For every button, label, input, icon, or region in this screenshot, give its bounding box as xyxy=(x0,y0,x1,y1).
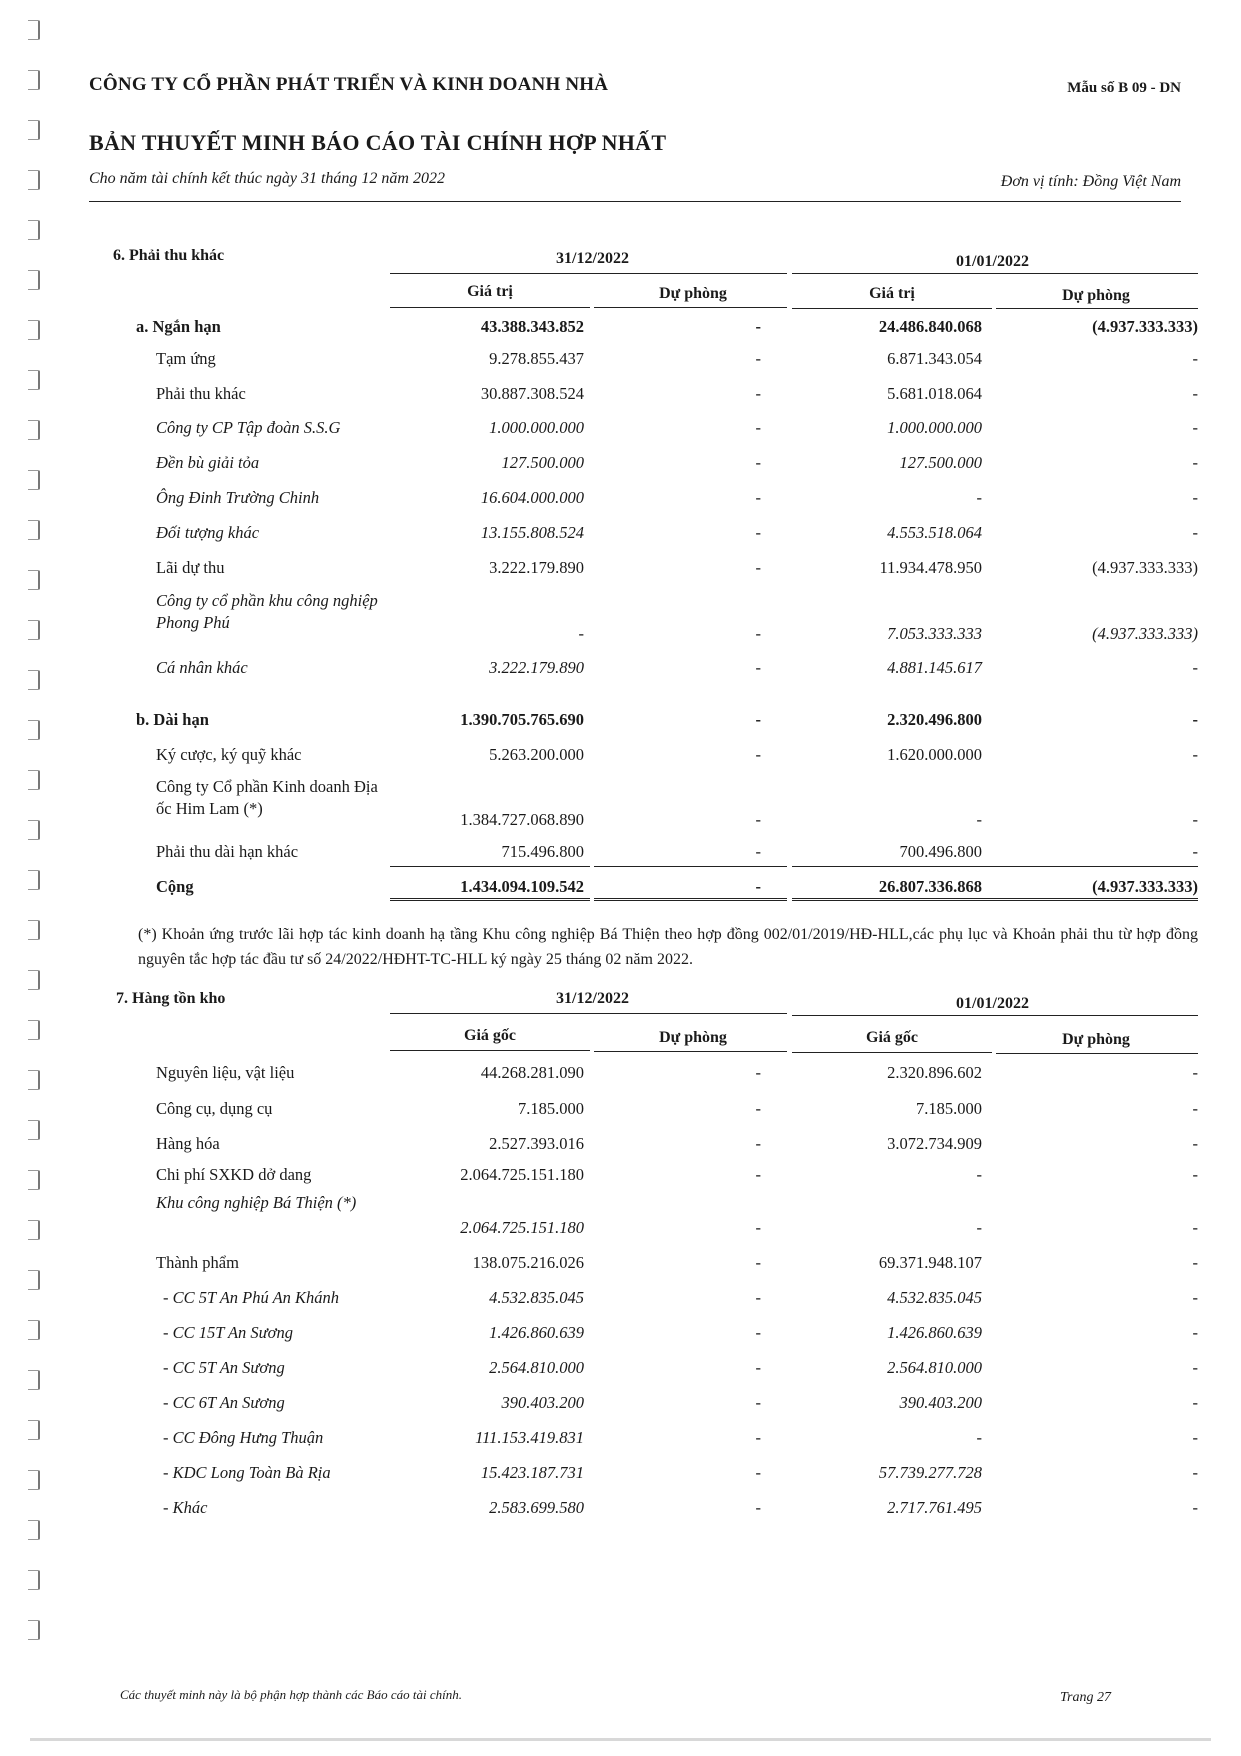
value-current: 3.222.179.890 xyxy=(489,658,584,677)
footer-note: Các thuyết minh này là bộ phận hợp thành các Báo cáo tài chính. xyxy=(120,1687,462,1702)
row-label: - CC Đông Hưng Thuận xyxy=(163,1428,324,1447)
provision-current: - xyxy=(755,317,761,336)
col-provision-header: Dự phòng xyxy=(1062,1031,1130,1048)
binding-mark xyxy=(28,70,40,90)
section-title: 7. Hàng tồn kho xyxy=(116,990,226,1007)
header-rule xyxy=(996,308,1198,309)
section-title: 6. Phải thu khác xyxy=(113,247,225,264)
value-current: 4.532.835.045 xyxy=(489,1288,584,1307)
binding-mark xyxy=(28,1170,40,1190)
value-prior: 4.553.518.064 xyxy=(887,523,982,542)
provision-current: - xyxy=(755,558,761,577)
value-prior: 1.426.860.639 xyxy=(887,1323,982,1342)
value-prior: 57.739.277.728 xyxy=(878,1463,982,1482)
value-prior: 2.320.896.602 xyxy=(887,1063,982,1082)
row-label: Phải thu dài hạn khác xyxy=(156,842,299,861)
row-label: Đền bù giải tỏa xyxy=(156,453,260,472)
binding-mark xyxy=(28,1520,40,1540)
value-current: 715.496.800 xyxy=(501,842,584,861)
provision-current: - xyxy=(755,624,761,643)
binding-mark xyxy=(28,220,40,240)
provision-prior: (4.937.333.333) xyxy=(1092,558,1198,577)
subtotal-rule xyxy=(792,866,1198,867)
provision-current: - xyxy=(755,1498,761,1517)
value-prior: 390.403.200 xyxy=(899,1393,982,1412)
provision-prior: - xyxy=(1192,1253,1198,1272)
value-prior: 4.881.145.617 xyxy=(887,658,982,677)
binding-mark xyxy=(28,520,40,540)
page-number: Trang 27 xyxy=(1060,1690,1111,1705)
value-prior: - xyxy=(976,1165,982,1184)
provision-current: - xyxy=(755,745,761,764)
header-rule xyxy=(390,1050,590,1051)
value-current: 16.604.000.000 xyxy=(480,488,584,507)
row-label: Thành phẩm xyxy=(156,1253,239,1272)
provision-current: - xyxy=(755,1218,761,1237)
binding-mark xyxy=(28,1320,40,1340)
row-label: Công ty CP Tập đoàn S.S.G xyxy=(156,418,341,437)
binding-mark xyxy=(28,670,40,690)
row-label: a. Ngắn hạn xyxy=(136,317,221,336)
value-prior: 7.185.000 xyxy=(916,1099,982,1118)
provision-current: - xyxy=(755,710,761,729)
row-label: - CC 6T An Sương xyxy=(163,1393,285,1412)
row-label: - CC 5T An Sương xyxy=(163,1358,285,1377)
value-current: 2.064.725.151.180 xyxy=(460,1218,584,1237)
binding-mark xyxy=(28,170,40,190)
provision-current: - xyxy=(755,658,761,677)
value-prior: 69.371.948.107 xyxy=(878,1253,982,1272)
provision-prior: (4.937.333.333) xyxy=(1092,317,1198,336)
binding-mark xyxy=(28,1370,40,1390)
value-current: 1.390.705.765.690 xyxy=(460,710,584,729)
provision-prior: - xyxy=(1192,1498,1198,1517)
header-rule xyxy=(390,307,590,308)
row-label: Lãi dự thu xyxy=(156,558,225,577)
provision-prior: (4.937.333.333) xyxy=(1092,624,1198,643)
provision-prior: - xyxy=(1192,1428,1198,1447)
value-current: 13.155.808.524 xyxy=(480,523,584,542)
reporting-period: Cho năm tài chính kết thúc ngày 31 tháng 12 năm 2022 xyxy=(89,170,445,187)
row-label: Nguyên liệu, vật liệu xyxy=(156,1063,295,1082)
row-label: Công ty cổ phần khu công nghiệp Phong Phú xyxy=(156,591,378,632)
row-label: Ông Đinh Trường Chinh xyxy=(156,488,320,507)
row-label: Ký cược, ký quỹ khác xyxy=(156,745,302,764)
binding-mark xyxy=(28,570,40,590)
value-current: 44.268.281.090 xyxy=(480,1063,584,1082)
provision-current: - xyxy=(755,1358,761,1377)
col-provision-header: Dự phòng xyxy=(659,1029,727,1046)
provision-current: - xyxy=(755,488,761,507)
provision-current: - xyxy=(755,349,761,368)
provision-prior: - xyxy=(1192,418,1198,437)
value-current: 1.000.000.000 xyxy=(489,418,584,437)
value-current: 2.583.699.580 xyxy=(489,1498,584,1517)
provision-prior: - xyxy=(1192,1165,1198,1184)
period-start-header: 01/01/2022 xyxy=(956,995,1029,1012)
value-prior: 24.486.840.068 xyxy=(878,317,982,336)
binding-mark xyxy=(28,1470,40,1490)
total-rule xyxy=(792,898,1198,901)
header-rule xyxy=(996,1053,1198,1054)
row-label: Cá nhân khác xyxy=(156,658,248,677)
period-end-header: 31/12/2022 xyxy=(556,990,629,1007)
value-prior: - xyxy=(976,1428,982,1447)
value-current: - xyxy=(578,624,584,643)
provision-prior: - xyxy=(1192,1393,1198,1412)
binding-mark xyxy=(28,870,40,890)
value-prior: - xyxy=(976,810,982,829)
binding-mark xyxy=(28,470,40,490)
currency-unit: Đơn vị tính: Đồng Việt Nam xyxy=(1000,173,1181,190)
binding-mark xyxy=(28,270,40,290)
row-label: Phải thu khác xyxy=(156,384,246,403)
provision-prior: - xyxy=(1192,488,1198,507)
binding-mark xyxy=(28,320,40,340)
value-current: 15.423.187.731 xyxy=(480,1463,584,1482)
row-label: Tạm ứng xyxy=(156,349,216,368)
provision-current: - xyxy=(755,1428,761,1447)
row-label: Cộng xyxy=(156,877,194,896)
binding-mark xyxy=(28,920,40,940)
header-rule xyxy=(792,273,1198,274)
page-edge xyxy=(30,1738,1211,1741)
value-current: 2.564.810.000 xyxy=(489,1358,584,1377)
value-prior: 3.072.734.909 xyxy=(887,1134,982,1153)
value-current: 1.384.727.068.890 xyxy=(460,810,584,829)
row-label: b. Dài hạn xyxy=(136,710,209,729)
header-rule xyxy=(594,1051,787,1052)
value-current: 1.434.094.109.542 xyxy=(460,877,584,896)
binding-mark xyxy=(28,1070,40,1090)
provision-prior: - xyxy=(1192,1218,1198,1237)
value-current: 2.527.393.016 xyxy=(489,1134,584,1153)
provision-current: - xyxy=(755,1323,761,1342)
row-label: Công cụ, dụng cụ xyxy=(156,1099,273,1118)
provision-prior: - xyxy=(1192,453,1198,472)
provision-prior: - xyxy=(1192,710,1198,729)
value-prior: 7.053.333.333 xyxy=(887,624,982,643)
provision-current: - xyxy=(755,1393,761,1412)
company-name: CÔNG TY CỔ PHẦN PHÁT TRIỂN VÀ KINH DOANH NHÀ xyxy=(89,74,609,95)
binding-mark xyxy=(28,770,40,790)
total-rule xyxy=(390,898,590,901)
binding-mark xyxy=(28,720,40,740)
provision-prior: - xyxy=(1192,1063,1198,1082)
provision-current: - xyxy=(755,1253,761,1272)
col-value-header: Giá trị xyxy=(467,283,513,300)
provision-prior: - xyxy=(1192,1358,1198,1377)
provision-current: - xyxy=(755,418,761,437)
col-value-header: Giá trị xyxy=(869,285,915,302)
binding-mark xyxy=(28,1570,40,1590)
provision-current: - xyxy=(755,810,761,829)
value-prior: 700.496.800 xyxy=(899,842,982,861)
value-prior: 5.681.018.064 xyxy=(887,384,982,403)
value-current: 9.278.855.437 xyxy=(489,349,584,368)
provision-prior: - xyxy=(1192,1323,1198,1342)
value-prior: 127.500.000 xyxy=(899,453,982,472)
value-current: 111.153.419.831 xyxy=(475,1428,584,1447)
row-label: Chi phí SXKD dở dang xyxy=(156,1165,312,1184)
document-title: BẢN THUYẾT MINH BÁO CÁO TÀI CHÍNH HỢP NHẤT xyxy=(89,130,667,155)
row-label: - KDC Long Toàn Bà Rịa xyxy=(163,1463,331,1482)
value-current: 5.263.200.000 xyxy=(489,745,584,764)
provision-current: - xyxy=(755,842,761,861)
subtotal-rule xyxy=(390,866,590,867)
provision-current: - xyxy=(755,1099,761,1118)
provision-current: - xyxy=(755,1063,761,1082)
provision-prior: - xyxy=(1192,658,1198,677)
binding-mark xyxy=(28,620,40,640)
binding-mark xyxy=(28,370,40,390)
provision-current: - xyxy=(755,1134,761,1153)
binding-mark xyxy=(28,120,40,140)
provision-current: - xyxy=(755,1288,761,1307)
col-provision-header: Dự phòng xyxy=(659,285,727,302)
header-rule xyxy=(792,308,992,309)
row-label: Hàng hóa xyxy=(156,1134,220,1153)
provision-current: - xyxy=(755,453,761,472)
binding-mark xyxy=(28,1220,40,1240)
header-rule xyxy=(390,1013,787,1014)
row-label: Công ty Cổ phần Kinh doanh Địa ốc Him Lam (*) xyxy=(156,777,378,818)
value-prior: 1.000.000.000 xyxy=(887,418,982,437)
provision-prior: - xyxy=(1192,1288,1198,1307)
provision-prior: - xyxy=(1192,384,1198,403)
value-prior: 6.871.343.054 xyxy=(887,349,982,368)
value-current: 30.887.308.524 xyxy=(480,384,584,403)
value-current: 390.403.200 xyxy=(501,1393,584,1412)
value-prior: 1.620.000.000 xyxy=(887,745,982,764)
period-start-header: 01/01/2022 xyxy=(956,253,1029,270)
binding-mark xyxy=(28,1270,40,1290)
row-label: - Khác xyxy=(163,1498,208,1517)
binding-mark xyxy=(28,420,40,440)
provision-prior: - xyxy=(1192,745,1198,764)
provision-prior: (4.937.333.333) xyxy=(1092,877,1198,896)
value-prior: 26.807.336.868 xyxy=(878,877,982,896)
value-current: 7.185.000 xyxy=(518,1099,584,1118)
total-rule xyxy=(594,898,787,901)
provision-current: - xyxy=(755,1463,761,1482)
value-prior: - xyxy=(976,488,982,507)
provision-current: - xyxy=(755,877,761,896)
provision-prior: - xyxy=(1192,1463,1198,1482)
binding-mark xyxy=(28,820,40,840)
value-prior: 2.717.761.495 xyxy=(887,1498,982,1517)
value-prior: - xyxy=(976,1218,982,1237)
header-rule xyxy=(792,1052,992,1053)
binding-mark xyxy=(28,970,40,990)
provision-prior: - xyxy=(1192,349,1198,368)
binding-mark xyxy=(28,1020,40,1040)
header-rule xyxy=(792,1015,1198,1016)
value-current: 127.500.000 xyxy=(501,453,584,472)
row-label: Khu công nghiệp Bá Thiện (*) xyxy=(156,1193,357,1212)
header-rule xyxy=(390,273,787,274)
header-divider xyxy=(89,201,1181,202)
row-label: Đối tượng khác xyxy=(156,523,260,542)
value-current: 3.222.179.890 xyxy=(489,558,584,577)
binding-mark xyxy=(28,1620,40,1640)
binding-mark xyxy=(28,1420,40,1440)
subtotal-rule xyxy=(594,866,787,867)
value-prior: 2.320.496.800 xyxy=(887,710,982,729)
provision-current: - xyxy=(755,384,761,403)
value-prior: 11.934.478.950 xyxy=(879,558,982,577)
provision-prior: - xyxy=(1192,523,1198,542)
value-current: 138.075.216.026 xyxy=(472,1253,584,1272)
provision-prior: - xyxy=(1192,1099,1198,1118)
form-number: Mẫu số B 09 - DN xyxy=(1067,80,1181,96)
header-rule xyxy=(594,307,787,308)
row-label: - CC 5T An Phú An Khánh xyxy=(163,1288,340,1307)
provision-current: - xyxy=(755,523,761,542)
provision-current: - xyxy=(755,1165,761,1184)
binding-mark xyxy=(28,20,40,40)
value-current: 1.426.860.639 xyxy=(489,1323,584,1342)
provision-prior: - xyxy=(1192,842,1198,861)
provision-prior: - xyxy=(1192,1134,1198,1153)
footnote: (*) Khoản ứng trước lãi hợp tác kinh doanh hạ tầng Khu công nghiệp Bá Thiện theo hợp đồng 002/01/2019/HĐ-HLL,các phụ lục và Khoản phải thu từ hợp đồng nguyên tắc hợp tác đầu tư số 24/2022/HĐHT-TC-HLL ký ngày 25 tháng 02 năm 2022. xyxy=(138,926,1198,968)
col-provision-header: Dự phòng xyxy=(1062,287,1130,304)
value-current: 2.064.725.151.180 xyxy=(460,1165,584,1184)
value-prior: 4.532.835.045 xyxy=(887,1288,982,1307)
binding-mark xyxy=(28,1120,40,1140)
provision-prior: - xyxy=(1192,810,1198,829)
col-cost-header: Giá gốc xyxy=(464,1027,516,1044)
col-cost-header: Giá gốc xyxy=(866,1029,918,1046)
row-label: - CC 15T An Sương xyxy=(163,1323,293,1342)
period-end-header: 31/12/2022 xyxy=(556,250,629,267)
value-current: 43.388.343.852 xyxy=(480,317,584,336)
value-prior: 2.564.810.000 xyxy=(887,1358,982,1377)
